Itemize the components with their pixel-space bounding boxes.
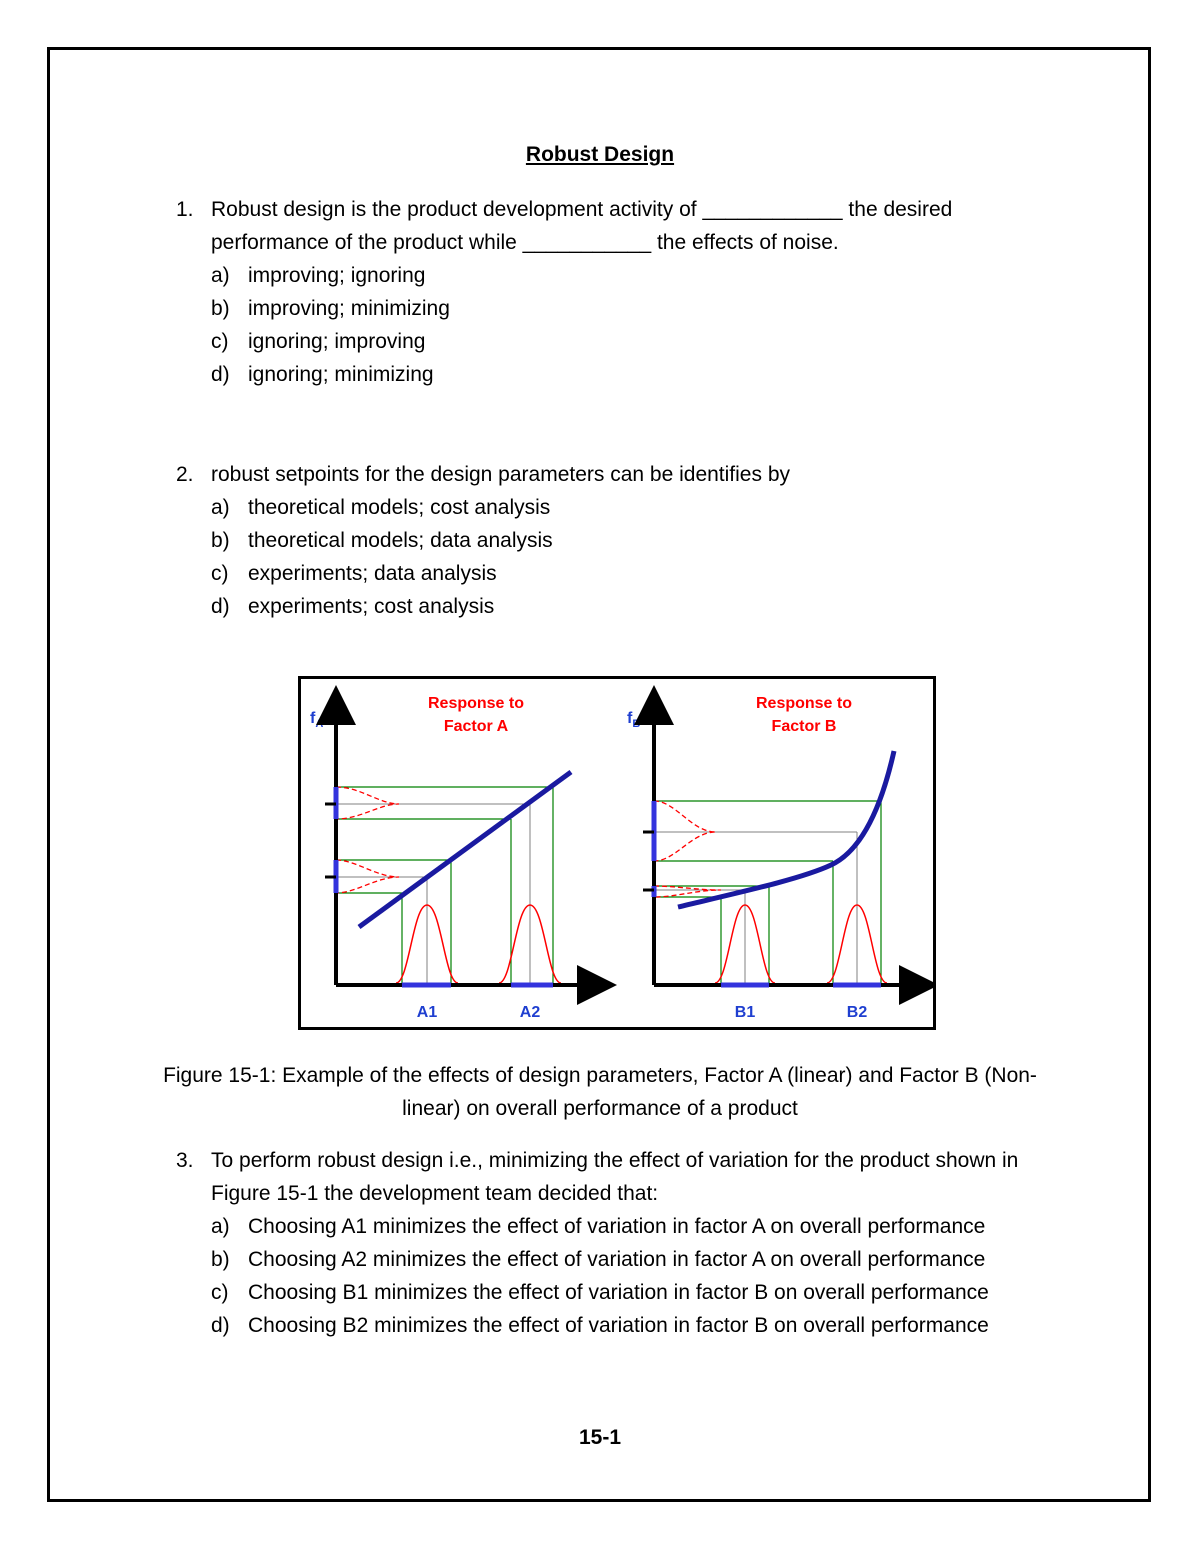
response-line-a — [359, 772, 571, 927]
panel-a-y-label — [310, 710, 323, 730]
page-title: Robust Design — [525, 143, 675, 166]
option-text: Choosing B1 minimizes the effect of variation in factor B on overall performance — [248, 1281, 989, 1304]
question-3 — [176, 1144, 1051, 1342]
y-axis-symbol: f — [627, 710, 633, 727]
question-number: 2. — [176, 463, 194, 486]
question-stem: Robust design is the product development activity of ____________ the desired performance of the product while ___________ the effects of noise. — [211, 198, 953, 254]
output-distribution-a2 — [336, 787, 399, 819]
option-list — [176, 1210, 1051, 1342]
option-list — [176, 259, 1051, 391]
option-c[interactable] — [211, 1276, 1051, 1309]
option-text: experiments; cost analysis — [248, 595, 495, 618]
panel-b-title-line2: Factor B — [771, 718, 837, 735]
option-d[interactable] — [211, 1309, 1051, 1342]
y-axis-subscript: B — [632, 718, 641, 730]
panel-a-title-line2: Factor A — [443, 718, 509, 735]
option-text: theoretical models; cost analysis — [248, 496, 551, 519]
option-a[interactable] — [211, 1210, 1051, 1243]
option-letter: a) — [211, 1215, 230, 1238]
option-text: experiments; data analysis — [248, 562, 497, 585]
option-letter: c) — [211, 1281, 229, 1304]
option-text: ignoring; minimizing — [248, 363, 434, 386]
option-letter: c) — [211, 330, 229, 353]
option-b[interactable] — [211, 524, 1051, 557]
option-text: improving; minimizing — [248, 297, 450, 320]
option-letter: d) — [211, 363, 230, 386]
figure-caption: Figure 15-1: Example of the effects of design parameters, Factor A (linear) and Factor B (Non-linear) on overall performance of a product — [163, 1064, 1037, 1120]
tick-a2: A2 — [519, 1004, 541, 1021]
tick-b2: B2 — [846, 1004, 868, 1021]
option-b[interactable] — [211, 292, 1051, 325]
option-letter: a) — [211, 264, 230, 287]
panel-b-title-line1: Response to — [755, 695, 853, 712]
option-text: Choosing A1 minimizes the effect of variation in factor A on overall performance — [248, 1215, 986, 1238]
y-axis-symbol: f — [310, 710, 316, 727]
option-a[interactable] — [211, 491, 1051, 524]
option-a[interactable] — [211, 259, 1051, 292]
option-text: Choosing A2 minimizes the effect of variation in factor A on overall performance — [248, 1248, 986, 1271]
option-letter: d) — [211, 595, 230, 618]
output-distribution-b2 — [654, 801, 716, 861]
page-number: 15-1 — [578, 1426, 622, 1449]
question-stem: To perform robust design i.e., minimizing the effect of variation for the product shown in Figure 15-1 the development team decided that: — [211, 1149, 1019, 1205]
question-number: 1. — [176, 198, 194, 221]
option-letter: b) — [211, 1248, 230, 1271]
option-d[interactable] — [211, 358, 1051, 391]
panel-b-y-label — [627, 710, 640, 730]
panel-factor-a — [310, 695, 601, 1021]
question-2 — [176, 458, 1051, 623]
option-letter: b) — [211, 297, 230, 320]
question-1 — [176, 193, 1051, 391]
question-stem: robust setpoints for the design parameters can be identifies by — [211, 463, 790, 486]
output-distribution-b1 — [654, 886, 721, 897]
option-c[interactable] — [211, 325, 1051, 358]
option-d[interactable] — [211, 590, 1051, 623]
tick-b1: B1 — [734, 1004, 756, 1021]
panel-factor-b — [627, 695, 923, 1021]
question-number: 3. — [176, 1149, 194, 1172]
option-letter: a) — [211, 496, 230, 519]
option-c[interactable] — [211, 557, 1051, 590]
panel-a-title-line1: Response to — [427, 695, 525, 712]
option-text: ignoring; improving — [248, 330, 426, 353]
response-curve-b — [678, 751, 894, 907]
option-letter: b) — [211, 529, 230, 552]
y-axis-subscript: A — [315, 718, 324, 730]
figure-15-1 — [298, 676, 936, 1030]
option-text: improving; ignoring — [248, 264, 426, 287]
option-letter: c) — [211, 562, 229, 585]
option-b[interactable] — [211, 1243, 1051, 1276]
tick-a1: A1 — [416, 1004, 438, 1021]
option-text: theoretical models; data analysis — [248, 529, 553, 552]
option-letter: d) — [211, 1314, 230, 1337]
panel-b-guides — [654, 801, 881, 983]
option-list — [176, 491, 1051, 623]
option-text: Choosing B2 minimizes the effect of variation in factor B on overall performance — [248, 1314, 989, 1337]
response-diagram — [301, 679, 933, 1027]
